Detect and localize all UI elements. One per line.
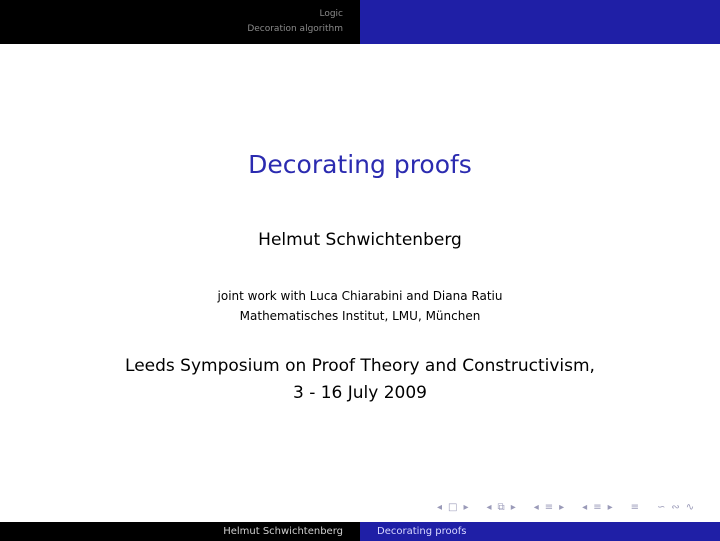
event-date: 3 - 16 July 2009 bbox=[292, 383, 428, 403]
footer-title: Decorating proofs bbox=[377, 526, 467, 537]
nav-frame-icon[interactable]: ⧉ bbox=[497, 502, 505, 513]
header-right-panel bbox=[360, 0, 720, 44]
section-link-decoration-algorithm[interactable]: Decoration algorithm bbox=[247, 24, 343, 34]
event-block bbox=[0, 353, 720, 407]
nav-outline-icon[interactable]: ≡ bbox=[630, 502, 640, 513]
nav-prev-subsection-icon[interactable]: ◂ bbox=[533, 502, 539, 513]
affiliation-block bbox=[0, 286, 720, 326]
footer-left bbox=[0, 522, 360, 541]
nav-subsection-icon[interactable]: ≡ bbox=[544, 502, 554, 513]
nav-prev-slide-icon[interactable]: ◂ bbox=[437, 502, 443, 513]
nav-next-slide-icon[interactable]: ▸ bbox=[463, 502, 469, 513]
nav-forward-icon[interactable]: ∿ bbox=[685, 502, 695, 513]
institute-line: Mathematisches Institut, LMU, München bbox=[239, 309, 481, 323]
slide-title: Decorating proofs bbox=[248, 150, 472, 179]
nav-prev-frame-icon[interactable]: ◂ bbox=[486, 502, 492, 513]
section-nav bbox=[0, 0, 360, 44]
nav-back-icon[interactable]: ∽ bbox=[657, 502, 666, 513]
coauthors-line: joint work with Luca Chiarabini and Diana Ratiu bbox=[217, 289, 503, 303]
event-name: Leeds Symposium on Proof Theory and Constructivism, bbox=[125, 356, 595, 376]
nav-next-section-icon[interactable]: ▸ bbox=[607, 502, 613, 513]
nav-section-icon[interactable]: ≡ bbox=[593, 502, 602, 513]
nav-slide-icon[interactable]: □ bbox=[448, 502, 458, 513]
header-bar bbox=[0, 0, 720, 44]
footer-right bbox=[360, 522, 720, 541]
section-link-logic[interactable]: Logic bbox=[319, 9, 343, 19]
nav-prev-section-icon[interactable]: ◂ bbox=[582, 502, 588, 513]
nav-next-frame-icon[interactable]: ▸ bbox=[510, 502, 516, 513]
nav-search-icon[interactable]: ∾ bbox=[671, 502, 680, 513]
footer-author: Helmut Schwichtenberg bbox=[223, 526, 343, 537]
nav-next-subsection-icon[interactable]: ▸ bbox=[559, 502, 565, 513]
footer-bar bbox=[0, 522, 720, 541]
beamer-navigation bbox=[437, 502, 694, 513]
slide-author: Helmut Schwichtenberg bbox=[258, 230, 462, 250]
